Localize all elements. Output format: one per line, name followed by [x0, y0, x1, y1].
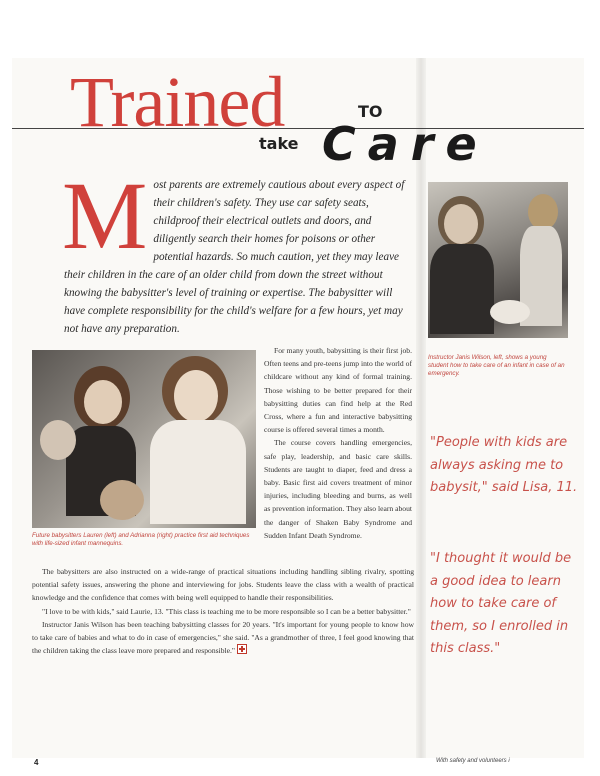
magazine-spread — [12, 58, 584, 767]
article-paragraph: For many youth, babysitting is their first job. Often teens and pre-teens jump into the world of childcare without any kind of formal training. Those wishing to be better prepared for their babysitting duties can find help at the Red Cross, where a fun and interactive babysitting course is offered several times a month. — [264, 346, 412, 435]
article-paragraph: "I love to be with kids," said Laurie, 13. "This class is teaching me to be more responsible so I can be a better babysitter." — [42, 606, 411, 616]
pull-quote-lisa: "People with kids are always asking me to babysit," said Lisa, 11. — [430, 435, 578, 495]
article-paragraph: The babysitters are also instructed on a wide-range of practical situations including handling sibling rivalry, spotting potential safety issues, answering the phone and interviewing for jobs. Students leave the class with a wealth of practical knowledge and the confidence that comes with being well equipped to handle their responsibilities. — [32, 567, 414, 603]
babysitters-photo-caption: Future babysitters Lauren (left) and Adrianna (right) practice first aid techniques with life-sized infant mannequins. — [32, 532, 250, 547]
article-column-right — [264, 344, 412, 542]
title-trained: Trained — [70, 62, 285, 142]
article-paragraph — [32, 618, 414, 658]
title-to: TO — [358, 102, 383, 121]
title-care: Care — [322, 117, 489, 171]
article-last-text: Instructor Janis Wilson has been teaching babysitting classes for 20 years. "It's important for young people to know how to take care of babies and what to do in case of emergencies," she said. "As a grandmother of three, I feel good knowing that the children taking the class leave more prepared and responsible." — [32, 619, 414, 656]
title-take: take — [259, 134, 299, 153]
article-paragraph: The course covers handling emergencies, safe play, leadership, and basic care skills. Students are taught to diaper, feed and dress a baby. Basic first aid covers treatment of minor injuries, including bleeding and burns, as well as prevention information. They also learn about the danger of Shaken Baby Syndrome and Sudden Infant Death Syndrome. — [264, 438, 412, 540]
instructor-photo — [428, 182, 568, 338]
babysitters-photo — [32, 350, 256, 528]
instructor-photo-caption: Instructor Janis Wilson, left, shows a young student how to take care of an infant in case of an emergency. — [428, 354, 565, 377]
intro-paragraph — [62, 162, 412, 338]
page-number: 4 — [34, 758, 39, 767]
intro-text: ost parents are extremely cautious about every aspect of their children's safety. They use car safety seats, childproof their electrical outlets and doors, and diligently search their homes for poisons or other potential hazards. So much caution, yet they may leave their children in the care of an older child from down the street without knowing the babysitter's level of training or expertise. The babysitter will have complete responsibility for the child's welfare for a few hours, yet may not have any preparation. — [64, 179, 405, 335]
drop-cap: M — [62, 162, 148, 269]
article-bottom — [32, 565, 414, 657]
pull-quote-enrolled: "I thought it would be a good idea to learn how to take care of them, so I enrolled in this class." — [430, 551, 572, 656]
red-cross-end-mark-icon — [237, 644, 247, 654]
footer-text: With safety and volunteers i — [436, 758, 510, 764]
